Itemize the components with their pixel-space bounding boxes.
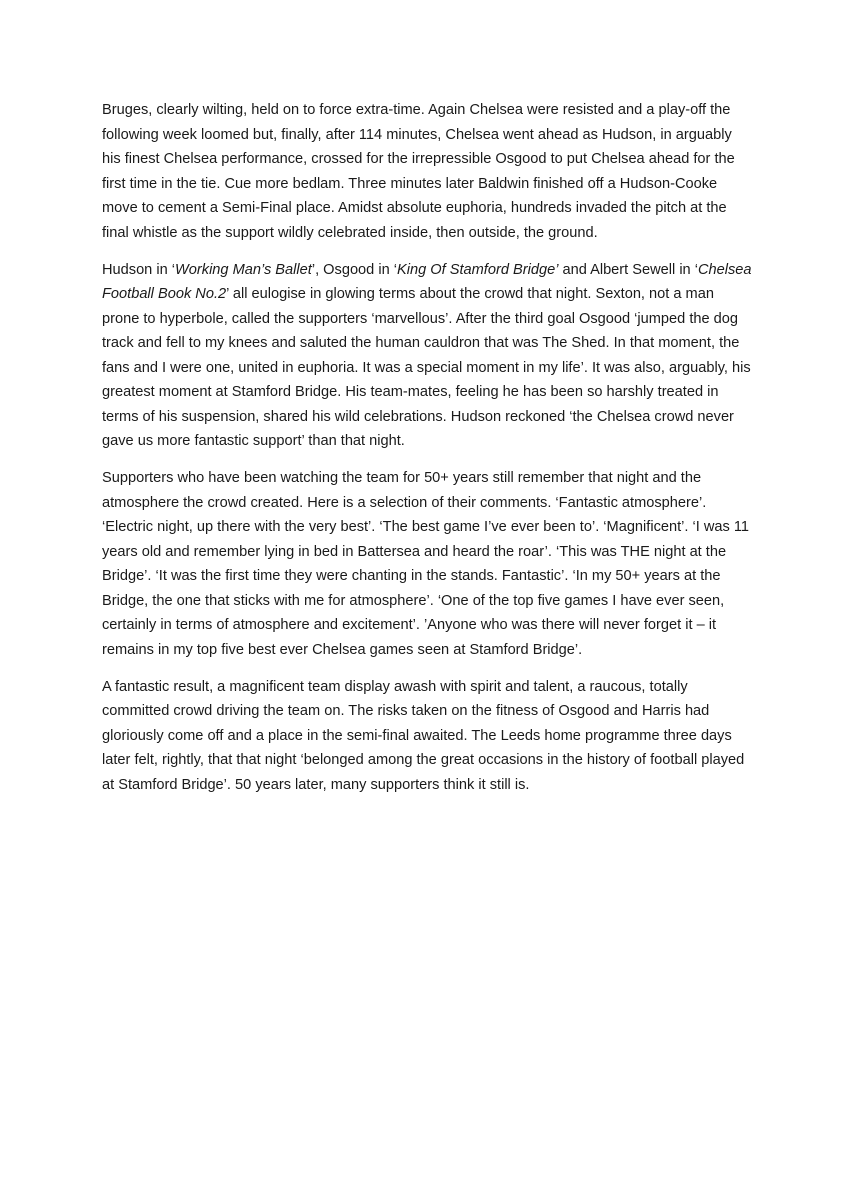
book-title-chelsea-football-book: Chelsea Football Book No.2	[102, 261, 752, 302]
paragraph-text-run: Hudson in ‘	[102, 261, 176, 278]
paragraph-text-run: and Albert Sewell in ‘	[558, 261, 698, 278]
book-title-working-mans-ballet: Working Man’s Ballet	[175, 261, 312, 278]
article-body	[102, 98, 752, 810]
book-title-king-of-stamford-bridge: King Of Stamford Bridge’	[397, 261, 559, 278]
paragraph-supporter-comments: Supporters who have been watching the team for 50+ years still remember that night and the atmosphere the crowd created. Here is a selection of their comments. ‘Fantastic atmosphere’. ‘Electric night, up there with the very best’. ‘The best game I’ve ever been to’. ‘Magnificent’. ‘I was 11 years old and remember lying in bed in Battersea and heard the roar’. ‘This was THE night at the Bridge’. ‘It was the first time they were chanting in the stands. Fantastic’. ‘In my 50+ years at the Bridge, the one that sticks with me for atmosphere’. ‘One of the top five games I have ever seen, certainly in terms of atmosphere and excitement’. ’Anyone who was there will never forget it – it remains in my top five best ever Chelsea games seen at Stamford Bridge’.	[102, 470, 750, 658]
paragraph-extra-time: Bruges, clearly wilting, held on to force extra-time. Again Chelsea were resisted and a play-off the following week loomed but, finally, after 114 minutes, Chelsea went ahead as Hudson, in arguably his finest Chelsea performance, crossed for the irrepressible Osgood to put Chelsea ahead for the first time in the tie. Cue more bedlam. Three minutes later Baldwin finished off a Hudson-Cooke move to cement a Semi-Final place. Amidst absolute euphoria, hundreds invaded the pitch at the final whistle as the support wildly celebrated inside, then outside, the ground.	[102, 102, 735, 241]
paragraph-eulogies	[102, 258, 752, 454]
paragraph-text-run: ’ all eulogise in glowing terms about the crowd that night. Sexton, not a man prone to hyperbole, called the supporters ‘marvellous’. After the third goal Osgood ‘jumped the dog track and fell to my knees and saluted the human cauldron that was The Shed. In that moment, the fans and I were one, united in euphoria. It was a special moment in my life’. It was also, arguably, his greatest moment at Stamford Bridge. His team-mates, feeling he has been so harshly treated in terms of his suspension, shared his wild celebrations. Hudson reckoned ‘the Chelsea crowd never gave us more fantastic support’ than that night.	[102, 286, 751, 449]
paragraph-conclusion: A fantastic result, a magnificent team display awash with spirit and talent, a raucous, totally committed crowd driving the team on. The risks taken on the fitness of Osgood and Harris had gloriously come off and a place in the semi-final awaited. The Leeds home programme three days later felt, rightly, that that night ‘belonged among the great occasions in the history of football played at Stamford Bridge’. 50 years later, many supporters think it still is.	[102, 678, 745, 793]
paragraph-text-run: ’, Osgood in ‘	[311, 261, 398, 278]
